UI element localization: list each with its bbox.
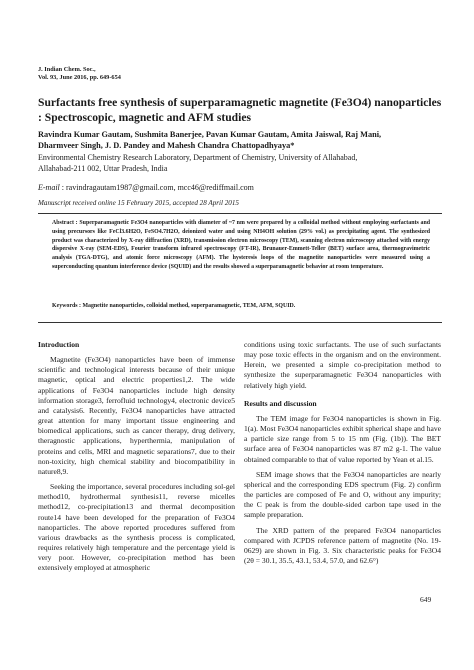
top-divider xyxy=(38,213,442,214)
journal-name: J. Indian Chem. Soc., xyxy=(38,66,96,73)
paragraph-continuation: conditions using toxic surfactants. The use of such surfactants may pose toxic effects in the organism and on the environment. Herein, we presented a simple co-precipitation method to synthesize the superparamagnetic Fe3O4 nanoparticles with relatively high yield. xyxy=(244,340,441,390)
right-column xyxy=(244,340,441,566)
abstract xyxy=(52,219,430,272)
journal-volume: Vol. 93, June 2016, pp. 649-654 xyxy=(38,74,121,81)
paragraph: Magnetite (Fe3O4) nanoparticles have been of immense scientific and technological interests because of their unique magnetic, optical and electric properties1,2. The wide applications of Fe3O4 nanoparticles include high density information storage3, ferrofluid technology4, electronic device5 and catalysis6. Recently, Fe3O4 nanoparticles have attracted great attention for many important tissue engineering and biomedical applications, such as cancer therapy, drug delivery, theragnostic applications, hyperthermia, manipulation of proteins and cells, MRI and magnetic separations7, due to their non-toxicity, high chemical stability and biocompatibility in nature8,9. xyxy=(38,355,235,476)
email-label: E-mail xyxy=(38,183,60,192)
email-addresses[interactable]: : ravindragautam1987@gmail.com, mcc46@rediffmail.com xyxy=(61,183,254,192)
abstract-text: Superparamagnetic Fe3O4 nanoparticles with diameter of ~7 nm were prepared by a colloidal method without employing surfactants and using precursors like FeCl3.6H2O, FeSO4.7H2O, deionized water and using NH4OH solution (29% vol.) as precipitating agent. The synthesized product was characterized by X-ray diffraction (XRD), transmission electron microscopy (TEM), scanning electron microscopy attached with energy dispersive X-ray (SEM-EDS), Fourier transform infrared spectroscopy (FT-IR), Brunauer-Emmett-Teller (BET) surface area, thermogravimetric analysis (TGA-DTG), and atomic force microscopy (AFM). The hysteresis loops of the magnetite nanoparticles were measured using a superconducting quantum interference device (SQUID) and the results showed a superparamagnetic behavior at room temperature. xyxy=(52,220,430,270)
keywords xyxy=(52,302,430,311)
keywords-label: Keywords : xyxy=(52,303,81,309)
keywords-text: Magnetite nanoparticles, colloidal method, superparamagnetic, TEM, AFM, SQUID. xyxy=(82,303,296,309)
author-list xyxy=(38,129,442,151)
author-line: Ravindra Kumar Gautam, Sushmita Banerjee, Pavan Kumar Gautam, Amita Jaiswal, Raj Mani, xyxy=(38,130,382,139)
paragraph: The TEM image for Fe3O4 nanoparticles is shown in Fig. 1(a). Most Fe3O4 nanoparticles exhibit spherical shape and have a particle size range from 5 to 15 nm (Fig. (1b)). The BET surface area of Fe3O4 nanoparticles was 87 m2 g-1. The value obtained comparable to that of value reported by Yean et al.15. xyxy=(244,413,441,464)
paragraph: SEM image shows that the Fe3O4 nanoparticles are nearly spherical and the corresponding EDS spectrum (Fig. 2) confirm the particles are composed of Fe and O, without any impurity; the C peak is from the double-sided carbon tape used in the sample preparation. xyxy=(244,469,441,520)
paragraph: The XRD pattern of the prepared Fe3O4 nanoparticles compared with JCPDS reference pattern of magnetite (No. 19-0629) are shown in Fig. 3. Six characteristic peaks for Fe3O4 (2θ = 30.1, 35.5, 43.1, 53.4, 57.0, and 62.6°) xyxy=(244,525,441,565)
email-line xyxy=(38,183,442,193)
affiliation-line: Allahabad-211 002, Uttar Pradesh, India xyxy=(38,163,168,173)
paper-title: Surfactants free synthesis of superparamagnetic magnetite (Fe3O4) nanoparticles : Spectroscopic, magnetic and AFM studies xyxy=(38,96,442,124)
paragraph: Seeking the importance, several procedures including sol-gel method10, hydrothermal synthesis11, reverse micelles method12, co-precipitation13 and thermal decomposition route14 have been developed for the preparation of Fe3O4 nanoparticles. The above reported procedures suffered from various drawbacks as the synthesis process is complicated, requires relatively high temperature and the percentage yield is very poor. However, co-precipitation method has been extensively employed at atmospheric xyxy=(38,482,235,573)
bottom-divider xyxy=(38,322,442,323)
author-line: Dharmveer Singh, J. D. Pandey and Mahesh Chandra Chattopadhyaya* xyxy=(38,141,295,150)
section-heading-introduction: Introduction xyxy=(38,340,80,349)
page-number: 649 xyxy=(420,595,432,604)
section-heading-results: Results and discussion xyxy=(244,398,317,408)
abstract-label: Abstract : xyxy=(52,220,78,226)
manuscript-dates: Manuscript received online 15 February 2015, accepted 28 April 2015 xyxy=(38,199,239,207)
affiliation-line: Environmental Chemistry Research Laboratory, Department of Chemistry, University of Allahabad, xyxy=(38,153,358,162)
left-column xyxy=(38,340,235,573)
journal-header xyxy=(38,66,121,82)
affiliation xyxy=(38,153,442,174)
